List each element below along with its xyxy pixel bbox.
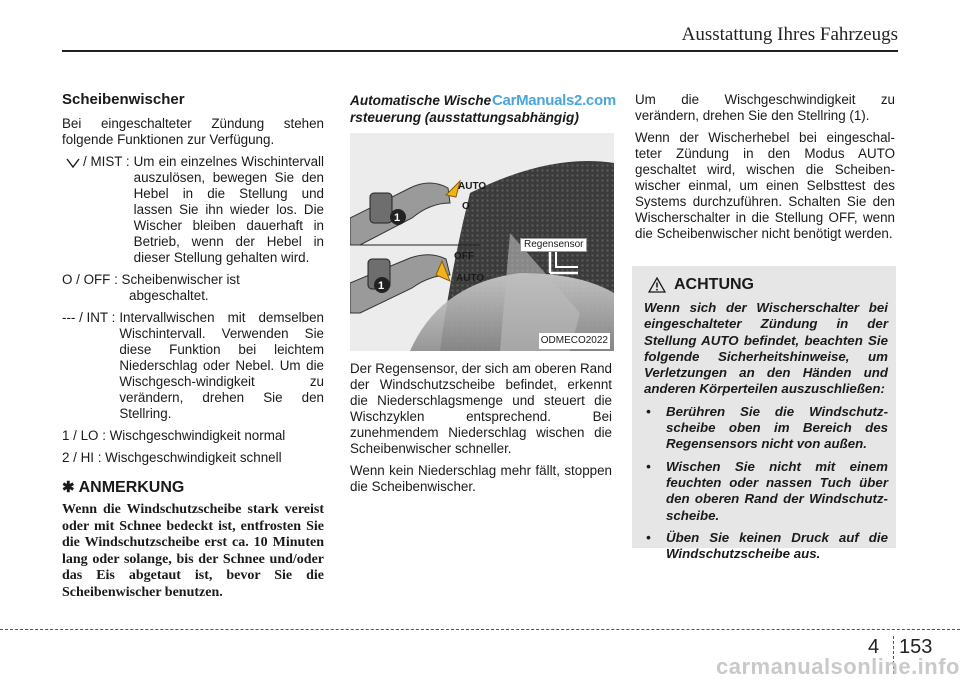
definition-mist <box>62 154 324 266</box>
mist-chevron-icon <box>66 158 80 168</box>
sensor-label: Regensensor <box>520 238 587 252</box>
caution-header <box>648 276 754 294</box>
figure-code: ODMECO2022 <box>539 333 610 349</box>
note-star-icon: ✱ <box>62 479 75 496</box>
wiper-lever-figure <box>350 133 614 351</box>
column-3 <box>635 92 895 248</box>
definition-off <box>62 272 324 304</box>
definition-desc: Um ein einzelnes Wischintervall auszulösen, bewegen Sie den Hebel in die Stellung und lassen Sie ihn wieder los. Die Wischer bleiben dauerhaft in Betrieb, wenn der Hebel in dieser Stellung gehalten wird. <box>133 154 324 265</box>
definition-desc: Intervallwischen mit demselben Wischintervall. Verwenden Sie diese Funktion bei leichtem Niederschlag oder Nebel. Um die Wischgesch-windigkeit zu verändern, drehen Sie den Stellring. <box>119 310 324 421</box>
subsection-title <box>350 92 616 126</box>
footer-watermark: carmanualsonline.info <box>716 654 960 679</box>
caution-intro: Wenn sich der Wischerschalter bei eingeschalteter Zündung in der Stellung AUTO befindet, beachten Sie folgende Sicherheitshinweise, um Verletzungen an den Händen und anderen Körperteilen auszuschließen: <box>644 300 888 397</box>
marker-1-top: 1 <box>394 212 401 224</box>
off-line-2: abgeschaltet. <box>129 288 209 303</box>
caution-body <box>644 300 888 568</box>
warning-triangle-icon <box>648 277 666 293</box>
note-text: Wenn die Windschutzscheibe stark vereist oder mit Schnee bedeckt ist, entfrosten Sie die Windschutzscheibe erst ca. 10 Minuten lang oder solange, bis der Schnee und/oder das Eis abgetaut ist, bevor Sie die Scheibenwischer benutzen. <box>62 502 324 600</box>
label-o: O <box>462 201 470 212</box>
marker-1-bottom: 1 <box>378 280 385 292</box>
note-title-label: ANMERKUNG <box>78 479 185 496</box>
header-rule <box>62 50 898 52</box>
off-line-1: O / OFF : Scheibenwischer ist <box>62 272 240 287</box>
page-number: 153 <box>899 636 933 658</box>
column-2 <box>350 92 616 501</box>
subsection-title-line-1: Automatische Wische <box>350 93 492 108</box>
caution-title: ACHTUNG <box>674 276 754 293</box>
caution-item: • Üben Sie keinen Druck auf die Windschutzscheibe aus. <box>644 530 888 563</box>
label-auto-top: AUTO <box>458 181 487 192</box>
mist-term-label: / MIST : <box>83 154 130 169</box>
label-off: OFF <box>454 251 474 262</box>
section-heading: Scheibenwischer <box>62 91 185 108</box>
page-header-title: Ausstattung Ihres Fahrzeugs <box>681 24 898 45</box>
site-watermark: CarManuals2.com <box>492 92 616 109</box>
caution-item: • Berühren Sie die Windschutz-scheibe oben im Bereich des Regensensors nicht von außen. <box>644 404 888 453</box>
col2-paragraph-1: Der Regensensor, der sich am oberen Rand der Windschutzscheibe befindet, erkennt die Niederschlagsmenge und steuert die Wischzyklen entsprechend. Bei zunehmendem Niederschlag wischen die Scheibenwischer schneller. <box>350 361 613 456</box>
col2-paragraph-2: Wenn kein Niederschlag mehr fällt, stoppen die Scheibenwischer. <box>350 463 612 494</box>
intro-paragraph: Bei eingeschalteter Zündung stehen folgende Funktionen zur Verfügung. <box>62 116 324 147</box>
label-auto-bottom: AUTO <box>456 273 485 284</box>
col3-paragraph-2: Wenn der Wischerhebel bei eingeschal-teter Zündung in den Modus AUTO geschaltet wird, wischen die Scheiben-wischer einmal, um einen Selbsttest des Systems durchzuführen. Schalten Sie den Wischerschalter in die Stellung OFF, wenn die Scheibenwischer nicht benötigt werden. <box>635 130 895 241</box>
caution-item: • Wischen Sie nicht mit einem feuchten oder nassen Tuch über den oberen Rand der Windschutz-scheibe. <box>644 459 888 524</box>
subsection-title-line-2: rsteuerung (ausstattungsabhängig) <box>350 110 579 125</box>
footer-rule <box>0 629 960 630</box>
chapter-number: 4 <box>868 636 880 658</box>
definition-term: --- / INT : <box>62 310 116 325</box>
definition-term <box>62 154 134 266</box>
col3-paragraph-1: Um die Wischgeschwindigkeit zu verändern, drehen Sie den Stellring (1). <box>635 92 895 123</box>
definition-lo: 1 / LO : Wischgeschwindigkeit normal <box>62 428 286 443</box>
column-1 <box>62 92 324 601</box>
definition-int <box>62 310 324 422</box>
caution-box <box>632 266 896 562</box>
caution-list <box>644 404 888 563</box>
note-title <box>62 480 324 496</box>
definition-hi: 2 / HI : Wischgeschwindigkeit schnell <box>62 450 282 465</box>
